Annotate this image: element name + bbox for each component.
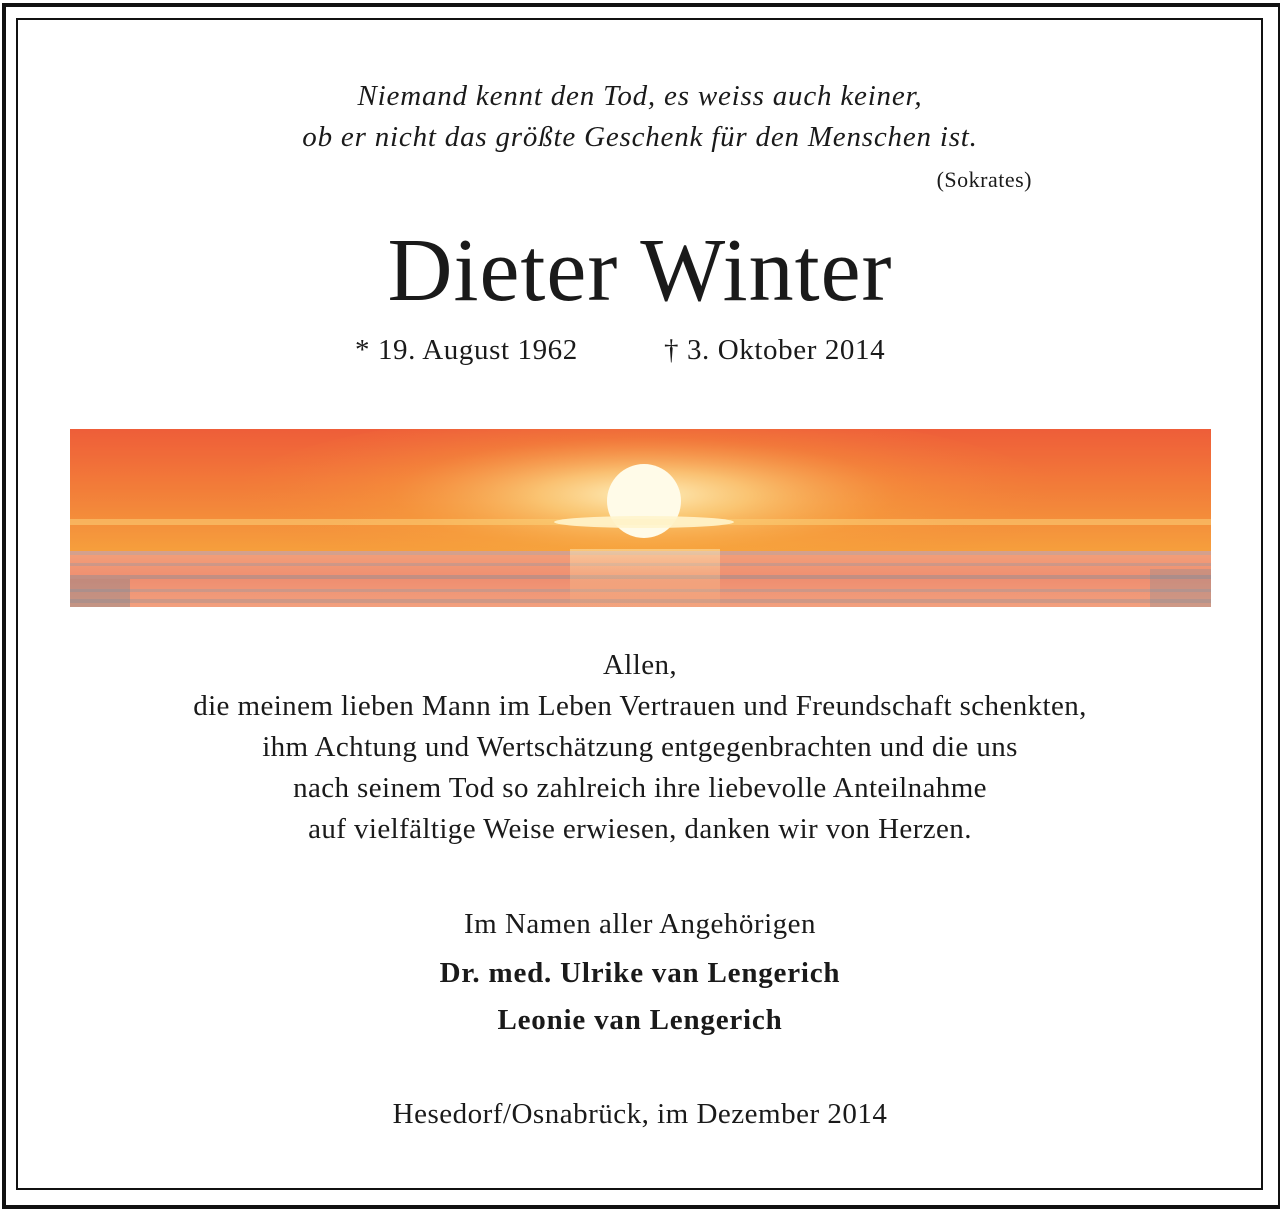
place-and-date: Hesedorf/Osnabrück, im Dezember 2014 xyxy=(392,1098,888,1130)
quote-line-2: ob er nicht das größte Geschenk für den Menschen ist. xyxy=(302,121,978,153)
quote-attribution: (Sokrates) xyxy=(936,167,1032,192)
life-dates xyxy=(0,334,1280,374)
quote-line-1: Niemand kennt den Tod, es weiss auch keiner, xyxy=(357,80,923,112)
sunset-image xyxy=(70,429,1211,607)
signer-name: Leonie van Lengerich xyxy=(497,1004,783,1036)
signer-name: Dr. med. Ulrike van Lengerich xyxy=(439,957,841,989)
death-date: † 3. Oktober 2014 xyxy=(664,334,886,366)
message-line: ihm Achtung und Wertschätzung entgegenbrachten und die uns xyxy=(262,731,1018,763)
thank-you-message xyxy=(0,645,1280,850)
message-line: auf vielfältige Weise erwiesen, danken wir von Herzen. xyxy=(308,813,972,845)
message-line: nach seinem Tod so zahlreich ihre liebevolle Anteilnahme xyxy=(293,772,987,804)
signoff-intro: Im Namen aller Angehörigen xyxy=(463,908,817,940)
message-line: Allen, xyxy=(602,649,678,681)
message-line: die meinem lieben Mann im Leben Vertrauen und Freundschaft schenkten, xyxy=(193,690,1087,722)
birth-date: * 19. August 1962 xyxy=(355,334,578,366)
deceased-name: Dieter Winter xyxy=(387,221,893,320)
